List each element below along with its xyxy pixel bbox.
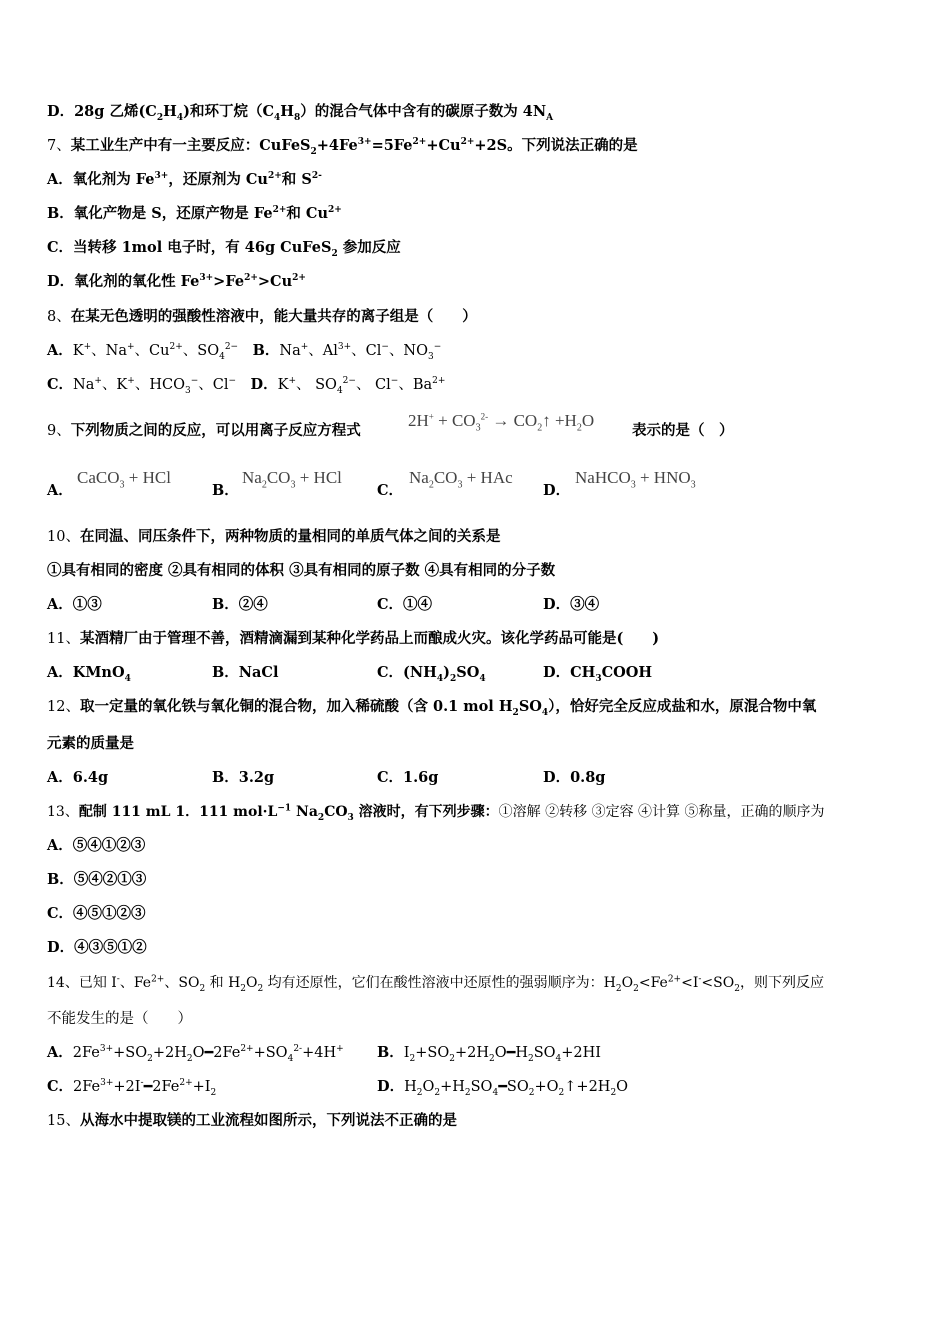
q9-option-b-formula: $Na_2CO_3$ + HCl: [242, 468, 342, 491]
q11-option-c: C．$(NH_4)_2SO_4$: [377, 664, 486, 684]
q10-stem: 10、在同温、同压条件下，两种物质的量相同的单质气体之间的关系是: [47, 528, 501, 545]
q10-option-d: D．③④: [543, 596, 600, 613]
q9-option-c-label: C．: [377, 482, 404, 499]
q15-stem: 15、从海水中提取镁的工业流程如图所示，下列说法不正确的是: [47, 1112, 457, 1129]
q14-stem-line2: 不能发生的是（ ）: [47, 1011, 192, 1027]
q9-option-d-label: D．: [543, 482, 571, 499]
q8-stem: 8、在某无色透明的强酸性溶液中，能大量共存的离子组是（ ）: [47, 308, 477, 325]
q12-option-c: C．1.6g: [377, 769, 439, 786]
q9-stem-pre: 9、下列物质之间的反应，可以用离子反应方程式: [47, 422, 361, 439]
q13-option-d: D．④③⑤①②: [47, 939, 147, 956]
q7-option-c: C．当转移 1mol 电子时，有 46g CuFeS$_2$ 参加反应: [47, 239, 401, 259]
q9-option-b-label: B．: [212, 482, 239, 499]
q10-items: ①具有相同的密度 ②具有相同的体积 ③具有相同的原子数 ④具有相同的分子数: [47, 562, 556, 579]
q11-option-a: A．KMnO$_4$: [47, 664, 131, 684]
q12-option-a: A．6.4g: [47, 769, 109, 786]
q9-option-a-label: A．: [47, 482, 73, 499]
q11-stem: 11、某酒精厂由于管理不善，酒精滴漏到某种化学药品上而酿成火灾。该化学药品可能是( ): [47, 630, 660, 647]
q10-option-a: A．①③: [47, 596, 102, 613]
q12-option-d: D．0.8g: [543, 769, 606, 786]
q9-option-c-formula: $Na_2CO_3$ + HAc: [409, 468, 513, 491]
q9-equation: $2H^+ + CO_3^{2-}$ → $CO_2↑ +H_2O$: [408, 411, 595, 434]
q14-stem-line1: 14、已知 I-、$Fe^{2+}$、$SO_2$ 和 $H_2O_2$ 均有还原性，它们在酸性溶液中还原性的强弱顺序为：$H_2O_2<Fe^{2+}<I^-<SO_2$，则下列反应: [47, 974, 824, 994]
q13-option-a: A．⑤④①②③: [47, 837, 146, 854]
q10-option-b: B．②④: [212, 596, 268, 613]
q7-option-d: D．氧化剂的氧化性 $Fe^{3+}>Fe^{2+}>Cu^{2+}$: [47, 273, 306, 290]
q11-option-b: B．NaCl: [212, 664, 279, 681]
q12-option-b: B．3.2g: [212, 769, 275, 786]
q10-option-c: C．①④: [377, 596, 433, 613]
q8-options-ab: A．K+、Na+、$Cu^{2+}$、$SO_4^{2-}$ B．Na+、$Al^{3+}$、Cl−、$NO_3^-$: [47, 342, 442, 362]
q8-options-cd: C．Na+、K+、$HCO_3^-$、Cl− D．K+、 $SO_4^{2-}$、 Cl−、$Ba^{2+}$: [47, 376, 446, 396]
q14-option-d: D．$H_2O_2+H_2SO_4━SO_2+O_2↑+2H_2O$: [377, 1078, 629, 1098]
q9-stem-post: 表示的是（ ）: [632, 422, 734, 439]
q9-option-a-formula: CaCO$_3$ + HCl: [77, 468, 171, 491]
q14-option-c: C．$2Fe^{3+}+2I^-━2Fe^{2+}+I_2$: [47, 1078, 217, 1098]
q7-option-b: B．氧化产物是 S，还原产物是 $Fe^{2+}$和 $Cu^{2+}$: [47, 205, 342, 222]
q12-stem-line1: 12、取一定量的氧化铁与氧化铜的混合物，加入稀硫酸（含 0.1 mol $H_2SO_4$），恰好完全反应成盐和水，原混合物中氧: [47, 698, 817, 718]
q14-option-a: A．$2Fe^{3+}+SO_2+2H_2O━2Fe^{2+}+SO_4^{2-}+4H^+$: [47, 1044, 344, 1064]
q7-option-a: A．氧化剂为 $Fe^{3+}$，还原剂为 $Cu^{2+}$和 $S^{2-}$: [47, 171, 322, 188]
q14-option-b: B．$I_2+SO_2+2H_2O━H_2SO_4+2HI$: [377, 1044, 602, 1064]
q9-option-d-formula: NaHCO$_3$ + $HNO_3$: [575, 468, 696, 491]
q13-option-c: C．④⑤①②③: [47, 905, 146, 922]
q13-stem: 13、配制 111 mL 1．111 $mol\cdot L^{-1}$ $Na_2CO_3$ 溶液时，有下列步骤：①溶解 ②转移 ③定容 ④计算 ⑤称量，正确的顺序为: [47, 803, 825, 823]
q13-option-b: B．⑤④②①③: [47, 871, 147, 888]
q7-stem: 7、某工业生产中有一主要反应：$CuFeS_2+4Fe^{3+}=5Fe^{2+}+Cu^{2+}+2S$。下列说法正确的是: [47, 137, 638, 157]
q6-option-d: D．28g 乙烯$(C_2H_4)$和环丁烷$(C_4H_8)$的混合气体中含有的碳原子数为 $4N_A$: [47, 103, 554, 123]
q12-stem-line2: 元素的质量是: [47, 735, 134, 752]
q11-option-d: D．$CH_3COOH$: [543, 664, 653, 684]
